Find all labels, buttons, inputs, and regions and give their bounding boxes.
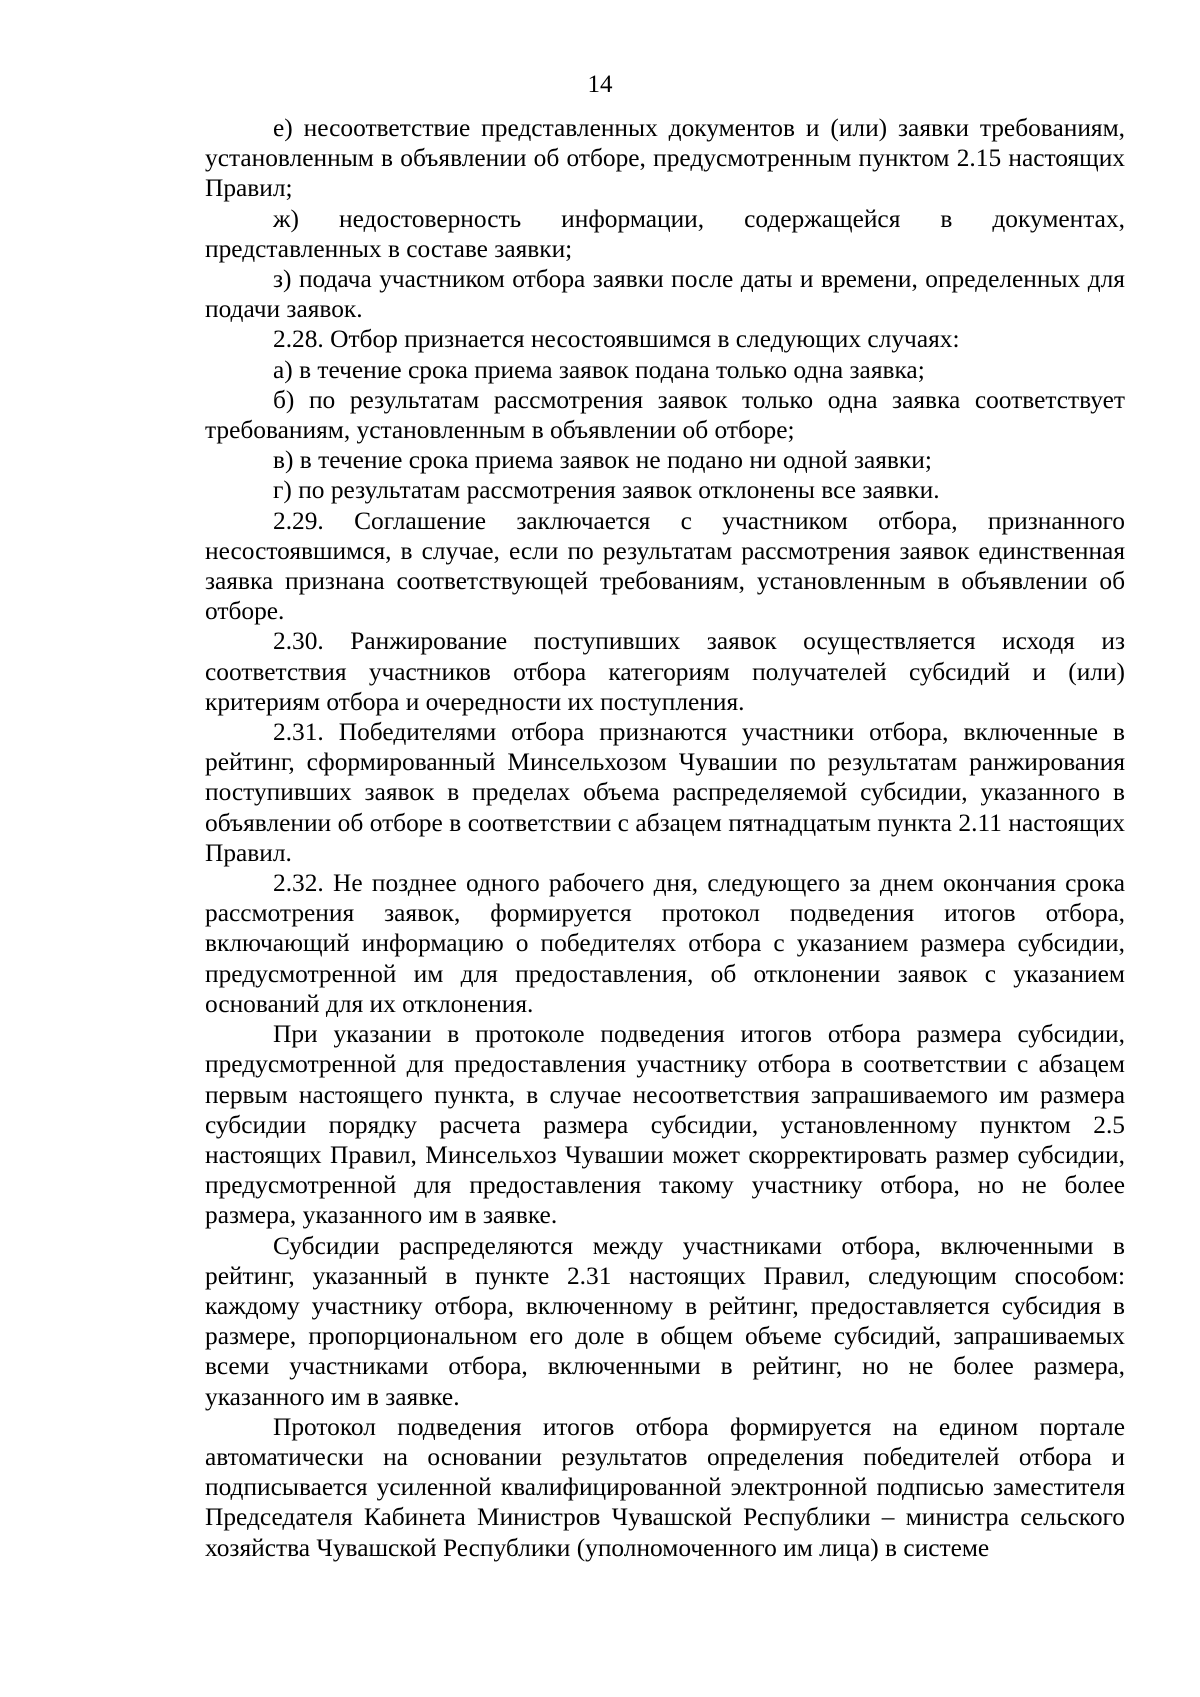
- paragraph: а) в течение срока приема заявок подана только одна заявка;: [273, 355, 925, 384]
- paragraph: 2.29. Соглашение заключается с участником отбора, признанного несостоявшимся, в случае, если по результатам рассмотрения заявок единственная заявка признана соответствующей требованиям, установленным в объявлении об отборе.: [205, 506, 1125, 626]
- paragraph: 2.28. Отбор признается несостоявшимся в следующих случаях:: [273, 325, 960, 354]
- paragraph: 2.32. Не позднее одного рабочего дня, следующего за днем окончания срока рассмотрения заявок, формируется протокол подведения итогов отбора, включающий информацию о победителях отбора с указанием размера субсидии, предусмотренной им для предоставления, об отклонении заявок с указанием оснований для их отклонения.: [205, 869, 1125, 1018]
- paragraph: з) подача участником отбора заявки после даты и времени, определенных для подачи заявок.: [205, 265, 1125, 324]
- paragraph: 2.30. Ранжирование поступивших заявок осуществляется исходя из соответствия участников отбора категориям получателей субсидий и (или) критериям отбора и очередности их поступления.: [205, 627, 1125, 716]
- paragraph: 2.31. Победителями отбора признаются участники отбора, включенные в рейтинг, сформированный Минсельхозом Чувашии по результатам ранжирования поступивших заявок в пределах объема распределяемой субсидии, указанного в объявлении об отборе в соответствии с абзацем пятнадцатым пункта 2.11 настоящих Правил.: [205, 718, 1125, 867]
- paragraph: Протокол подведения итогов отбора формируется на едином портале автоматически на основании результатов определения победителей отбора и подписывается усиленной квалифицированной электронной подписью заместителя Председателя Кабинета Министров Чувашской Республики – министра сельского хозяйства Чувашской Республики (уполномоченного им лица) в системе: [205, 1412, 1125, 1562]
- document-body: [205, 113, 1125, 1563]
- paragraph: При указании в протоколе подведения итогов отбора размера субсидии, предусмотренной для предоставления участнику отбора в соответствии с абзацем первым настоящего пункта, в случае несоответствия запрашиваемого им размера субсидии порядку расчета размера субсидии, установленному пунктом 2.5 настоящих Правил, Минсельхоз Чувашии может скорректировать размер субсидии, предусмотренной для предоставления такому участнику отбора, но не более размера, указанного им в заявке.: [205, 1020, 1125, 1230]
- paragraph: г) по результатам рассмотрения заявок отклонены все заявки.: [273, 476, 940, 505]
- paragraph: е) несоответствие представленных документов и (или) заявки требованиям, установленным в объявлении об отборе, предусмотренным пунктом 2.15 настоящих Правил;: [205, 114, 1125, 203]
- page-number: 14: [587, 71, 613, 98]
- paragraph: б) по результатам рассмотрения заявок только одна заявка соответствует требованиям, установленным в объявлении об отборе;: [205, 385, 1125, 445]
- paragraph: ж) недостоверность информации, содержащейся в документах, представленных в составе заявки;: [205, 204, 1125, 263]
- paragraph: Субсидии распределяются между участниками отбора, включенными в рейтинг, указанный в пункте 2.31 настоящих Правил, следующим способом: каждому участнику отбора, включенному в рейтинг, предоставляется субсидия в размере, пропорциональном его доле в общем объеме субсидий, запрашиваемых всеми участниками отбора, включенными в рейтинг, но не более размера, указанного им в заявке.: [205, 1231, 1125, 1411]
- paragraph: в) в течение срока приема заявок не подано ни одной заявки;: [273, 446, 932, 475]
